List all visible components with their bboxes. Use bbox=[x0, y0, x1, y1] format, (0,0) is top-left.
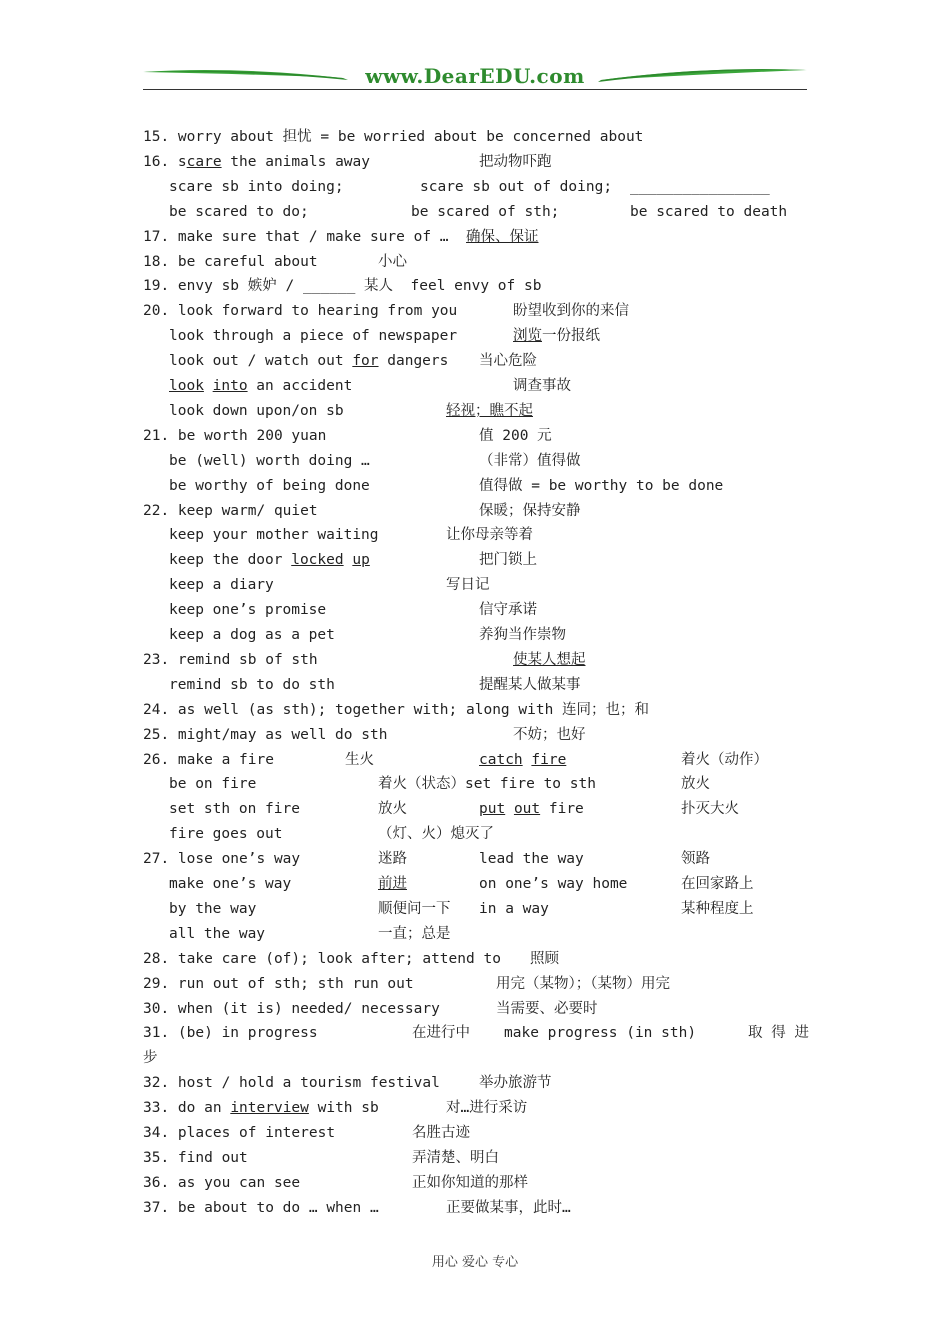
vocab-text: be scared to do; bbox=[169, 203, 309, 220]
vocab-text: the animals away bbox=[221, 153, 370, 170]
vocab-text: 小心 bbox=[378, 253, 407, 270]
vocab-line bbox=[0, 724, 950, 746]
vocab-text: 写日记 bbox=[446, 577, 490, 594]
vocab-text: 35. find out bbox=[143, 1149, 248, 1166]
vocab-text: 把动物吓跑 bbox=[479, 153, 552, 170]
vocab-text: put bbox=[479, 801, 506, 818]
vocab-text: into bbox=[212, 378, 248, 394]
vocab-line bbox=[0, 1147, 950, 1169]
vocab-text: 18. be careful about bbox=[143, 253, 318, 270]
vocab-text: 在进行中 bbox=[412, 1025, 470, 1042]
vocab-line bbox=[0, 624, 950, 646]
vocab-line bbox=[0, 425, 950, 447]
vocab-text: 26. make a fire bbox=[143, 751, 274, 768]
vocab-text: 22. keep warm/ quiet bbox=[143, 502, 318, 519]
vocab-line bbox=[0, 1022, 950, 1044]
vocab-text: interview bbox=[230, 1100, 309, 1117]
vocab-text: look bbox=[169, 378, 204, 394]
vocab-text: in a way bbox=[479, 900, 549, 917]
vocab-text bbox=[204, 375, 213, 397]
vocab-text: look out / watch out bbox=[169, 353, 353, 370]
vocab-line bbox=[0, 599, 950, 621]
vocab-text: 32. host / hold a tourism festival bbox=[143, 1075, 440, 1092]
vocab-text: 举办旅游节 bbox=[479, 1075, 552, 1092]
vocab-text bbox=[505, 798, 514, 820]
vocab-text: 正如你知道的那样 bbox=[412, 1174, 528, 1191]
vocab-text: ________________ bbox=[630, 178, 770, 195]
vocab-line bbox=[0, 400, 950, 422]
vocab-text: 领路 bbox=[681, 851, 710, 868]
vocab-text: 前进 bbox=[378, 876, 407, 892]
vocab-text bbox=[344, 549, 353, 571]
vocab-line bbox=[0, 549, 950, 571]
vocab-line bbox=[0, 126, 950, 148]
vocab-line bbox=[0, 898, 950, 920]
vocab-text: be on fire bbox=[169, 776, 257, 793]
vocab-line bbox=[0, 475, 950, 497]
vocab-text: 某种程度上 bbox=[681, 900, 754, 917]
vocab-text: 20. look forward to hearing from you bbox=[143, 303, 458, 320]
vocab-text: scare sb into doing; bbox=[169, 178, 344, 195]
vocab-text: 浏览 bbox=[513, 328, 542, 345]
vocab-line bbox=[0, 1097, 950, 1119]
vocab-text: 调查事故 bbox=[513, 378, 571, 394]
vocab-text: all the way bbox=[169, 925, 266, 942]
vocab-text: keep a dog as a pet bbox=[169, 627, 335, 643]
vocab-text: 37. be about to do … when … bbox=[143, 1199, 379, 1216]
page-footer: 用心 爱心 专心 bbox=[431, 1255, 519, 1270]
vocab-text: 28. take care (of); look after; attend to bbox=[143, 950, 501, 967]
vocab-text: 值 200 元 bbox=[479, 427, 552, 444]
vocab-text: 24. as well (as sth); together with; along with 连同；也；和 bbox=[143, 701, 650, 718]
vocab-text: 着火（状态）set fire to sth bbox=[378, 776, 596, 793]
vocab-text: lead the way bbox=[479, 851, 584, 868]
vocab-line bbox=[0, 151, 950, 173]
vocab-text: （灯、火）熄灭了 bbox=[378, 826, 494, 843]
vocab-line bbox=[0, 798, 950, 820]
vocab-text: keep a diary bbox=[169, 577, 274, 594]
vocab-text: 轻视；瞧不起 bbox=[446, 402, 533, 419]
vocab-text: 迷路 bbox=[378, 851, 407, 868]
vocab-text: 提醒某人做某事 bbox=[479, 676, 581, 693]
vocab-text: 用完（某物）；（某物）用完 bbox=[496, 975, 670, 992]
vocab-line bbox=[0, 201, 950, 223]
vocab-text: be scared of sth; bbox=[411, 203, 560, 220]
vocab-text: 值得做 = be worthy to be done bbox=[479, 477, 724, 494]
vocab-text: 盼望收到你的来信 bbox=[513, 303, 629, 320]
vocab-line bbox=[0, 998, 950, 1020]
vocab-line bbox=[0, 350, 950, 372]
vocab-text: 弄清楚、明白 bbox=[412, 1149, 499, 1166]
vocab-line bbox=[0, 500, 950, 522]
vocab-text: on one’s way home bbox=[479, 876, 628, 892]
vocab-text: 33. do an bbox=[143, 1100, 231, 1117]
vocab-text: with sb bbox=[308, 1100, 379, 1117]
vocab-text: （非常）值得做 bbox=[479, 452, 581, 469]
vocab-line bbox=[0, 450, 950, 472]
vocab-text: 19. envy sb 嫉妒 / ______ 某人 feel envy of sb bbox=[143, 278, 542, 295]
vocab-line bbox=[0, 873, 950, 895]
vocab-text: fire bbox=[531, 751, 567, 768]
vocab-text: set sth on fire bbox=[169, 801, 300, 818]
vocab-line bbox=[0, 848, 950, 870]
vocab-text: 17. make sure that / make sure of … bbox=[143, 228, 467, 245]
vocab-line bbox=[0, 674, 950, 696]
vocab-line bbox=[0, 325, 950, 347]
vocab-text: 生火 bbox=[345, 751, 374, 768]
vocab-text: for bbox=[352, 353, 379, 370]
vocab-text: 确保、保证 bbox=[466, 228, 539, 245]
site-header bbox=[143, 62, 807, 92]
vocab-text: 在回家路上 bbox=[681, 876, 754, 892]
vocab-text: 36. as you can see bbox=[143, 1174, 301, 1191]
vocab-line bbox=[0, 226, 950, 248]
vocab-text: up bbox=[352, 552, 370, 569]
vocab-line bbox=[0, 773, 950, 795]
vocab-text: out bbox=[513, 801, 541, 818]
vocab-line bbox=[0, 749, 950, 771]
vocab-text: 顺便问一下 bbox=[378, 900, 451, 917]
vocab-text: 照顾 bbox=[530, 950, 559, 967]
vocab-text: remind sb to do sth bbox=[169, 676, 335, 693]
vocab-line bbox=[0, 948, 950, 970]
vocab-text: 31. (be) in progress bbox=[143, 1025, 318, 1042]
vocab-text: 放火 bbox=[378, 801, 407, 818]
vocab-text: 一份报纸 bbox=[542, 328, 600, 345]
vocab-line bbox=[0, 1172, 950, 1194]
vocab-text: 不妨；也好 bbox=[513, 726, 586, 743]
vocab-text: 正要做某事，此时… bbox=[446, 1199, 571, 1216]
vocab-line bbox=[0, 699, 950, 721]
vocab-text: 29. run out of sth; sth run out bbox=[143, 975, 414, 992]
vocab-line bbox=[0, 275, 950, 297]
vocab-line bbox=[0, 1197, 950, 1219]
vocab-text: be worthy of being done bbox=[169, 477, 370, 494]
vocab-text: look through a piece of newspaper bbox=[169, 328, 458, 345]
vocab-text: locked bbox=[291, 552, 344, 569]
vocab-text: 16. s bbox=[143, 153, 187, 170]
vocab-text: 25. might/may as well do sth bbox=[143, 726, 388, 743]
vocab-line bbox=[0, 524, 950, 546]
vocab-line bbox=[0, 923, 950, 945]
vocab-text: 使某人想起 bbox=[513, 651, 586, 668]
site-logo-text: www.DearEDU.com bbox=[365, 64, 585, 88]
vocab-text: 一直；总是 bbox=[378, 925, 451, 942]
vocab-text: keep the door bbox=[169, 552, 292, 569]
vocab-text: make progress (in sth) bbox=[504, 1025, 697, 1042]
vocab-text: make one’s way bbox=[169, 876, 292, 892]
vocab-text: 让你母亲等着 bbox=[446, 527, 533, 544]
vocab-text: 30. when (it is) needed/ necessary bbox=[143, 1000, 440, 1017]
vocab-line bbox=[0, 1122, 950, 1144]
vocab-text: 着火（动作） bbox=[681, 751, 768, 768]
vocab-text: 当心危险 bbox=[479, 353, 537, 370]
vocab-text: 放火 bbox=[681, 776, 710, 793]
vocab-text: by the way bbox=[169, 900, 257, 917]
vocab-line bbox=[0, 1047, 950, 1069]
vocab-line bbox=[0, 176, 950, 198]
vocab-text: fire goes out bbox=[169, 826, 283, 843]
vocab-text bbox=[523, 749, 532, 771]
header-rule bbox=[143, 89, 807, 90]
vocab-text: 当需要、必要时 bbox=[496, 1000, 598, 1017]
vocab-text: fire bbox=[540, 801, 584, 818]
vocab-line bbox=[0, 300, 950, 322]
vocab-text: keep one’s promise bbox=[169, 602, 327, 619]
vocab-text: 对…进行采访 bbox=[446, 1100, 528, 1117]
vocab-line bbox=[0, 375, 950, 397]
vocab-text: catch bbox=[479, 751, 523, 768]
vocab-text: 把门锁上 bbox=[479, 552, 537, 569]
vocab-text: 27. lose one’s way bbox=[143, 851, 301, 868]
vocab-text: 步 bbox=[143, 1050, 158, 1067]
vocab-text: be (well) worth doing … bbox=[169, 452, 370, 469]
vocab-line bbox=[0, 973, 950, 995]
vocab-text: 保暖；保持安静 bbox=[479, 502, 581, 519]
vocab-text: keep your mother waiting bbox=[169, 527, 379, 544]
vocab-text: look down upon/on sb bbox=[169, 402, 344, 419]
vocab-text: 名胜古迹 bbox=[412, 1125, 470, 1141]
vocab-text: be scared to death bbox=[630, 203, 788, 220]
vocab-text: care bbox=[186, 153, 222, 170]
vocab-text: 15. worry about 担忧 = be worried about be concerned about bbox=[143, 129, 644, 145]
vocab-text: 取 得 进 bbox=[748, 1025, 809, 1042]
vocab-text: 21. be worth 200 yuan bbox=[143, 427, 327, 444]
vocab-text: an accident bbox=[247, 378, 353, 394]
vocab-text: scare sb out of doing; bbox=[420, 178, 613, 195]
vocab-text: dangers bbox=[378, 353, 449, 370]
vocab-text: 养狗当作崇物 bbox=[479, 627, 566, 643]
vocab-text: 扑灭大火 bbox=[681, 801, 739, 818]
vocab-line bbox=[0, 1072, 950, 1094]
vocab-line bbox=[0, 823, 950, 845]
vocab-line bbox=[0, 574, 950, 596]
vocab-text: 34. places of interest bbox=[143, 1125, 336, 1141]
vocab-text: 23. remind sb of sth bbox=[143, 651, 318, 668]
vocab-text: 信守承诺 bbox=[479, 602, 537, 619]
vocab-line bbox=[0, 649, 950, 671]
vocab-line bbox=[0, 251, 950, 273]
